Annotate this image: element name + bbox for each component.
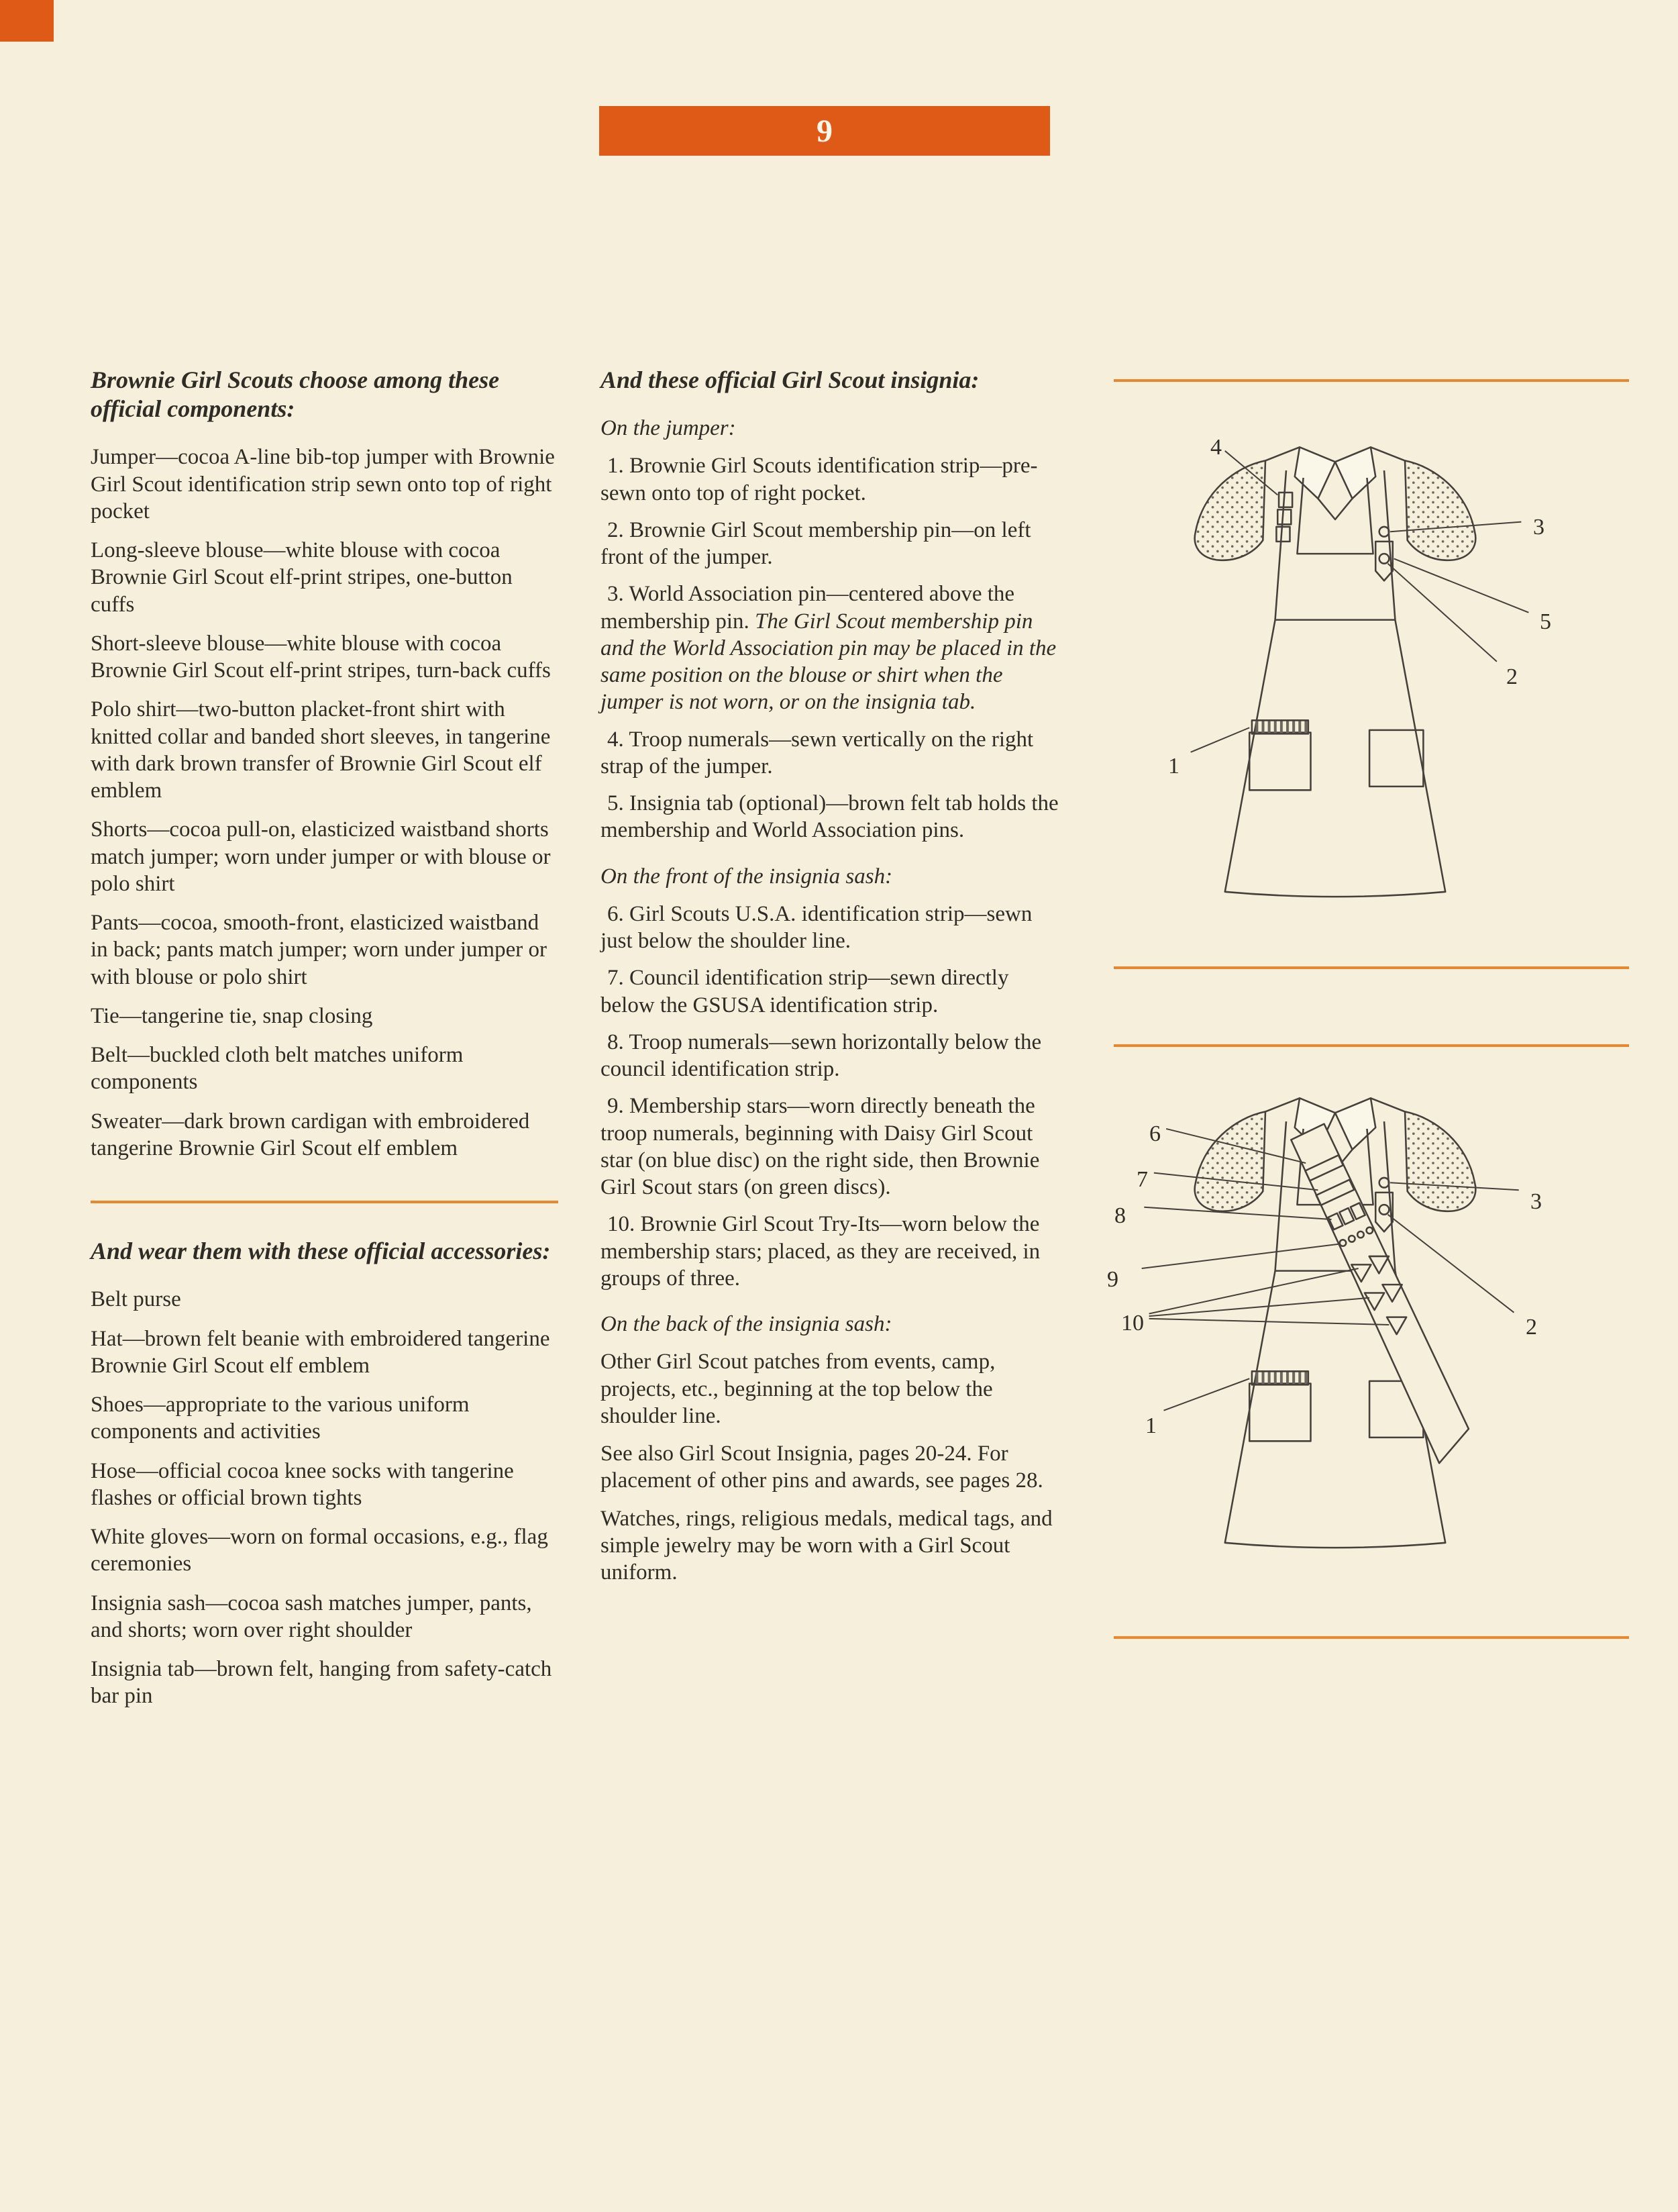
- insignia-item: [600, 581, 1062, 715]
- insignia-item: [600, 790, 1062, 844]
- insignia-item: [600, 1029, 1062, 1083]
- components-heading: Brownie Girl Scouts choose among these official components:: [91, 366, 500, 423]
- figure-rule: [1114, 1044, 1629, 1047]
- insignia-item-text: 3. World Association pin—centered above the membership pin.: [600, 582, 1015, 634]
- component-item: Sweater—dark brown cardigan with embroidered tangerine Brownie Girl Scout elf emblem: [91, 1109, 530, 1160]
- callout-label: 2: [1506, 664, 1518, 689]
- sash-back-paragraph: Other Girl Scout patches from events, camp, projects, etc., beginning at the top below the shoulder line.: [600, 1350, 996, 1428]
- component-item: Shorts—cocoa pull-on, elasticized waistband shorts match jumper; worn under jumper or with blouse or polo shirt: [91, 817, 551, 896]
- section-divider-rule: [91, 1201, 558, 1203]
- sash-front-subheading: On the front of the insignia sash:: [600, 864, 893, 889]
- accessory-item: Shoes—appropriate to the various uniform components and activities: [91, 1393, 470, 1444]
- component-item: Jumper—cocoa A-line bib-top jumper with Brownie Girl Scout identification strip sewn onto top of right pocket: [91, 445, 555, 523]
- page-number-bar: [599, 106, 1050, 156]
- accessory-item: Belt purse: [91, 1287, 181, 1312]
- sash-back-subheading: On the back of the insignia sash:: [600, 1312, 892, 1337]
- callout-label: 1: [1145, 1413, 1157, 1438]
- figure-rule: [1114, 1636, 1629, 1639]
- insignia-item: [600, 964, 1062, 1019]
- accessories-heading: And wear them with these official accessories:: [91, 1238, 551, 1265]
- callout-label: 8: [1114, 1203, 1126, 1228]
- jumper-front-illustration: [1107, 421, 1563, 911]
- insignia-item-text: 6. Girl Scouts U.S.A. identification strip—sewn just below the shoulder line.: [600, 901, 1033, 954]
- accessory-item: Hat—brown felt beanie with embroidered tangerine Brownie Girl Scout elf emblem: [91, 1326, 550, 1378]
- jumper-subheading: On the jumper:: [600, 416, 736, 441]
- insignia-item-text: 9. Membership stars—worn directly beneath the troop numerals, beginning with Daisy Girl Scout star (on blue disc) on the right side, then Brownie Girl Scout stars (on green discs).: [600, 1094, 1040, 1200]
- component-item: Pants—cocoa, smooth-front, elasticized waistband in back; pants match jumper; worn under jumper or with blouse or polo shirt: [91, 911, 547, 989]
- insignia-column: [600, 366, 1062, 1597]
- insignia-heading: And these official Girl Scout insignia:: [600, 366, 980, 393]
- insignia-item-text: 7. Council identification strip—sewn directly below the GSUSA identification strip.: [600, 966, 1009, 1017]
- insignia-item: [600, 517, 1062, 571]
- component-item: Tie—tangerine tie, snap closing: [91, 1003, 373, 1028]
- insignia-item: [600, 452, 1062, 507]
- callout-label: 7: [1137, 1167, 1148, 1192]
- sash-back-paragraph: See also Girl Scout Insignia, pages 20-24. For placement of other pins and awards, see pages 28.: [600, 1442, 1043, 1493]
- insignia-item-text: 5. Insignia tab (optional)—brown felt tab holds the membership and World Association pins.: [600, 791, 1059, 843]
- page-corner-accent: [0, 0, 54, 42]
- callout-label: 10: [1121, 1311, 1144, 1336]
- accessory-item: Hose—official cocoa knee socks with tangerine flashes or official brown tights: [91, 1458, 514, 1510]
- callout-label: 6: [1149, 1121, 1161, 1146]
- insignia-item-note: The Girl Scout membership pin and the World Association pin may be placed in the same position on the blouse or shirt when the jumper is not worn, or on the insignia tab.: [600, 609, 1057, 715]
- component-item: Belt—buckled cloth belt matches uniform components: [91, 1043, 464, 1095]
- component-item: Long-sleeve blouse—white blouse with cocoa Brownie Girl Scout elf-print stripes, one-button cuffs: [91, 538, 513, 617]
- insignia-item-text: 2. Brownie Girl Scout membership pin—on left front of the jumper.: [600, 517, 1031, 570]
- callout-label: 4: [1210, 435, 1222, 460]
- callout-label: 1: [1168, 754, 1179, 778]
- insignia-item: [600, 1211, 1062, 1292]
- callout-label: 3: [1533, 515, 1544, 540]
- insignia-item: [600, 1093, 1062, 1201]
- insignia-item-text: 4. Troop numerals—sewn vertically on the right strap of the jumper.: [600, 727, 1034, 778]
- callout-label: 9: [1107, 1267, 1118, 1292]
- jumper-front-figure: [1107, 421, 1563, 911]
- callout-label: 3: [1530, 1189, 1542, 1214]
- insignia-item-text: 1. Brownie Girl Scouts identification strip—pre-sewn onto top of right pocket.: [600, 454, 1038, 505]
- insignia-item: [600, 901, 1062, 955]
- component-item: Polo shirt—two-button placket-front shirt with knitted collar and banded short sleeves, in tangerine with dark brown transfer of Brownie Girl Scout elf emblem: [91, 697, 551, 803]
- jumper-sash-figure: [1107, 1072, 1563, 1562]
- sash-back-paragraph: Watches, rings, religious medals, medical tags, and simple jewelry may be worn with a Girl Scout uniform.: [600, 1506, 1053, 1585]
- accessory-item: Insignia sash—cocoa sash matches jumper, pants, and shorts; worn over right shoulder: [91, 1591, 532, 1642]
- page-number: 9: [817, 113, 833, 149]
- accessory-item: White gloves—worn on formal occasions, e.g., flag ceremonies: [91, 1525, 548, 1576]
- callout-label: 2: [1526, 1315, 1537, 1340]
- callout-label: 5: [1540, 609, 1551, 634]
- components-column: [91, 366, 558, 1722]
- accessory-item: Insignia tab—brown felt, hanging from safety-catch bar pin: [91, 1657, 552, 1709]
- figure-rule: [1114, 966, 1629, 969]
- component-item: Short-sleeve blouse—white blouse with cocoa Brownie Girl Scout elf-print stripes, turn-back cuffs: [91, 631, 551, 683]
- figure-rule: [1114, 379, 1629, 382]
- insignia-item: [600, 726, 1062, 781]
- insignia-item-text: 8. Troop numerals—sewn horizontally below the council identification strip.: [600, 1029, 1042, 1082]
- insignia-item-text: 10. Brownie Girl Scout Try-Its—worn below the membership stars; placed, as they are received, in groups of three.: [600, 1212, 1041, 1291]
- jumper-sash-illustration: [1107, 1072, 1563, 1562]
